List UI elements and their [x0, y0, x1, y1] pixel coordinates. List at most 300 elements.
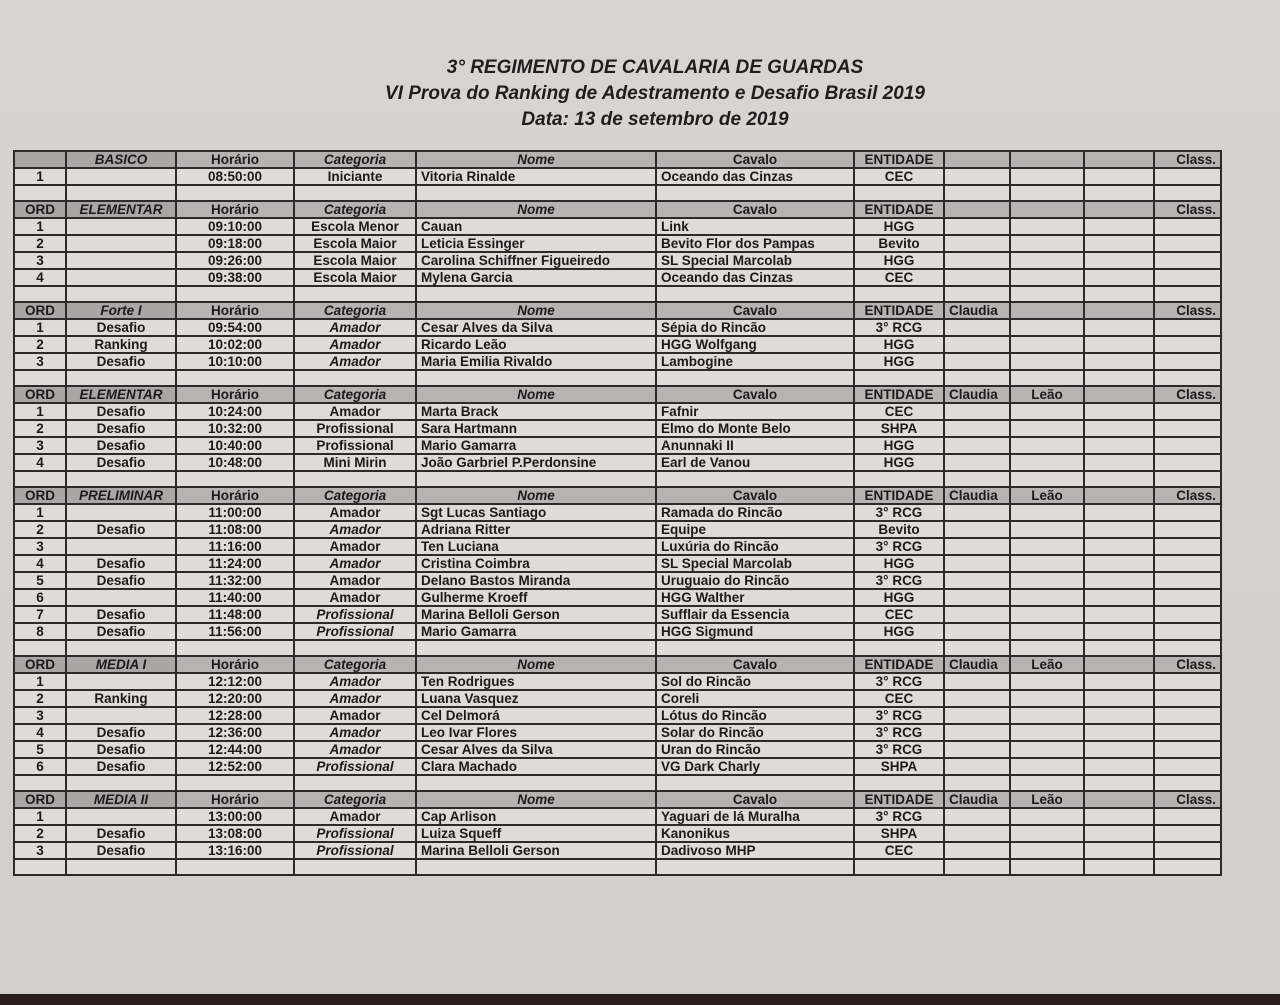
cell-class: [1154, 572, 1221, 589]
cell-score-judge-2: [1010, 218, 1084, 235]
cell-class: [1154, 420, 1221, 437]
cell-score-judge-1: [944, 623, 1010, 640]
cell-score-judge-1: [944, 420, 1010, 437]
header-entity: ENTIDADE: [854, 386, 944, 403]
cell-type: Desafio: [66, 572, 176, 589]
cell-class: [1154, 319, 1221, 336]
cell-score-judge-3: [1084, 353, 1154, 370]
empty-cell: [1084, 286, 1154, 302]
cell-class: [1154, 808, 1221, 825]
cell-time: 12:28:00: [176, 707, 294, 724]
header-horse: Cavalo: [656, 791, 854, 808]
cell-score-judge-1: [944, 218, 1010, 235]
header-category: Categoria: [294, 656, 416, 673]
cell-ord: 2: [14, 235, 66, 252]
empty-cell: [1010, 471, 1084, 487]
cell-name: Sara Hartmann: [416, 420, 656, 437]
spacer-row: [14, 640, 1221, 656]
cell-time: 09:26:00: [176, 252, 294, 269]
cell-time: 13:08:00: [176, 825, 294, 842]
cell-category: Profissional: [294, 825, 416, 842]
cell-class: [1154, 454, 1221, 471]
section-header-row: [14, 302, 1221, 319]
cell-score-judge-3: [1084, 504, 1154, 521]
header-class: Class.: [1154, 386, 1221, 403]
cell-score-judge-2: [1010, 420, 1084, 437]
cell-score-judge-3: [1084, 437, 1154, 454]
cell-score-judge-1: [944, 252, 1010, 269]
cell-score-judge-2: [1010, 319, 1084, 336]
empty-cell: [854, 859, 944, 875]
cell-type: Desafio: [66, 403, 176, 420]
cell-score-judge-1: [944, 606, 1010, 623]
cell-score-judge-1: [944, 336, 1010, 353]
cell-score-judge-1: [944, 269, 1010, 286]
cell-time: 11:48:00: [176, 606, 294, 623]
header-judge-3: [1084, 201, 1154, 218]
empty-cell: [176, 775, 294, 791]
empty-cell: [854, 370, 944, 386]
cell-type: Ranking: [66, 336, 176, 353]
empty-cell: [294, 859, 416, 875]
cell-class: [1154, 842, 1221, 859]
cell-ord: 2: [14, 690, 66, 707]
empty-cell: [176, 640, 294, 656]
cell-score-judge-3: [1084, 741, 1154, 758]
cell-class: [1154, 168, 1221, 185]
cell-type: [66, 589, 176, 606]
header-name: Nome: [416, 201, 656, 218]
cell-category: Amador: [294, 741, 416, 758]
cell-score-judge-2: [1010, 538, 1084, 555]
title-event: VI Prova do Ranking de Adestramento e Desafio Brasil 2019: [385, 83, 925, 104]
cell-score-judge-1: [944, 842, 1010, 859]
cell-entity: 3° RCG: [854, 504, 944, 521]
header-level: PRELIMINAR: [66, 487, 176, 504]
empty-cell: [176, 370, 294, 386]
spacer-row: [14, 370, 1221, 386]
header-judge-1: [944, 201, 1010, 218]
cell-type: Desafio: [66, 741, 176, 758]
table-row: [14, 758, 1221, 775]
cell-name: Delano Bastos Miranda: [416, 572, 656, 589]
empty-cell: [294, 370, 416, 386]
cell-score-judge-1: [944, 690, 1010, 707]
empty-cell: [854, 640, 944, 656]
header-ord: ORD: [14, 791, 66, 808]
cell-score-judge-1: [944, 538, 1010, 555]
cell-name: Leticia Essinger: [416, 235, 656, 252]
cell-name: Cauan: [416, 218, 656, 235]
cell-type: Desafio: [66, 555, 176, 572]
empty-cell: [14, 859, 66, 875]
cell-type: Desafio: [66, 724, 176, 741]
empty-cell: [294, 775, 416, 791]
cell-entity: SHPA: [854, 825, 944, 842]
cell-ord: 7: [14, 606, 66, 623]
table-row: [14, 808, 1221, 825]
table-row: [14, 606, 1221, 623]
cell-ord: 6: [14, 589, 66, 606]
header-horse: Cavalo: [656, 656, 854, 673]
cell-category: Amador: [294, 521, 416, 538]
cell-score-judge-2: [1010, 168, 1084, 185]
header-class: Class.: [1154, 656, 1221, 673]
empty-cell: [944, 370, 1010, 386]
cell-score-judge-1: [944, 504, 1010, 521]
cell-horse: VG Dark Charly: [656, 758, 854, 775]
header-judge-3: [1084, 151, 1154, 168]
header-ord: ORD: [14, 656, 66, 673]
cell-time: 11:56:00: [176, 623, 294, 640]
header-name: Nome: [416, 151, 656, 168]
empty-cell: [14, 185, 66, 201]
header-judge-1: Claudia: [944, 791, 1010, 808]
cell-category: Amador: [294, 555, 416, 572]
cell-entity: Bevito: [854, 235, 944, 252]
empty-cell: [1010, 859, 1084, 875]
cell-class: [1154, 336, 1221, 353]
cell-horse: HGG Wolfgang: [656, 336, 854, 353]
cell-time: 09:10:00: [176, 218, 294, 235]
cell-horse: Sol do Rincão: [656, 673, 854, 690]
empty-cell: [14, 775, 66, 791]
cell-horse: Bevito Flor dos Pampas: [656, 235, 854, 252]
empty-cell: [66, 640, 176, 656]
empty-cell: [294, 640, 416, 656]
cell-score-judge-3: [1084, 336, 1154, 353]
cell-category: Profissional: [294, 758, 416, 775]
cell-ord: 4: [14, 269, 66, 286]
cell-ord: 3: [14, 353, 66, 370]
cell-entity: CEC: [854, 403, 944, 420]
header-level: BASICO: [66, 151, 176, 168]
cell-entity: HGG: [854, 252, 944, 269]
table-row: [14, 673, 1221, 690]
cell-score-judge-1: [944, 724, 1010, 741]
cell-type: Ranking: [66, 690, 176, 707]
header-class: Class.: [1154, 487, 1221, 504]
cell-score-judge-1: [944, 235, 1010, 252]
cell-time: 10:10:00: [176, 353, 294, 370]
cell-time: 09:18:00: [176, 235, 294, 252]
cell-class: [1154, 521, 1221, 538]
cell-category: Amador: [294, 589, 416, 606]
cell-category: Amador: [294, 690, 416, 707]
header-entity: ENTIDADE: [854, 151, 944, 168]
empty-cell: [854, 471, 944, 487]
cell-name: Ten Rodrigues: [416, 673, 656, 690]
cell-time: 09:54:00: [176, 319, 294, 336]
table-row: [14, 336, 1221, 353]
cell-name: Cristina Coimbra: [416, 555, 656, 572]
cell-name: Cesar Alves da Silva: [416, 319, 656, 336]
cell-category: Amador: [294, 353, 416, 370]
cell-score-judge-3: [1084, 252, 1154, 269]
spacer-row: [14, 185, 1221, 201]
empty-cell: [1154, 859, 1221, 875]
cell-category: Mini Mirin: [294, 454, 416, 471]
section-header-row: [14, 386, 1221, 403]
cell-ord: 1: [14, 218, 66, 235]
header-ord: [14, 151, 66, 168]
cell-score-judge-1: [944, 825, 1010, 842]
cell-name: Carolina Schiffner Figueiredo: [416, 252, 656, 269]
cell-category: Amador: [294, 707, 416, 724]
cell-entity: HGG: [854, 437, 944, 454]
cell-horse: SL Special Marcolab: [656, 555, 854, 572]
cell-type: [66, 218, 176, 235]
cell-time: 11:08:00: [176, 521, 294, 538]
empty-cell: [944, 640, 1010, 656]
empty-cell: [1084, 370, 1154, 386]
header-level: MEDIA I: [66, 656, 176, 673]
table-row: [14, 825, 1221, 842]
cell-score-judge-3: [1084, 707, 1154, 724]
cell-name: Cap Arlison: [416, 808, 656, 825]
cell-score-judge-2: [1010, 808, 1084, 825]
header-horse: Cavalo: [656, 151, 854, 168]
cell-horse: Fafnir: [656, 403, 854, 420]
cell-class: [1154, 741, 1221, 758]
cell-class: [1154, 269, 1221, 286]
cell-name: Vitoria Rinalde: [416, 168, 656, 185]
cell-horse: HGG Walther: [656, 589, 854, 606]
cell-score-judge-1: [944, 437, 1010, 454]
table-row: [14, 235, 1221, 252]
header-judge-2: [1010, 201, 1084, 218]
table-row: [14, 724, 1221, 741]
cell-name: Gulherme Kroeff: [416, 589, 656, 606]
cell-ord: 3: [14, 538, 66, 555]
empty-cell: [1084, 775, 1154, 791]
cell-entity: CEC: [854, 168, 944, 185]
cell-entity: SHPA: [854, 758, 944, 775]
cell-name: João Garbriel P.Perdonsine: [416, 454, 656, 471]
section-header-row: [14, 656, 1221, 673]
cell-class: [1154, 690, 1221, 707]
cell-horse: Oceando das Cinzas: [656, 269, 854, 286]
cell-name: Luana Vasquez: [416, 690, 656, 707]
empty-cell: [854, 286, 944, 302]
header-judge-2: [1010, 302, 1084, 319]
cell-class: [1154, 403, 1221, 420]
empty-cell: [1010, 370, 1084, 386]
cell-name: Marta Brack: [416, 403, 656, 420]
empty-cell: [416, 370, 656, 386]
empty-cell: [1084, 185, 1154, 201]
cell-entity: 3° RCG: [854, 707, 944, 724]
cell-horse: Ramada do Rincão: [656, 504, 854, 521]
cell-horse: HGG Sigmund: [656, 623, 854, 640]
cell-time: 10:32:00: [176, 420, 294, 437]
cell-ord: 3: [14, 437, 66, 454]
cell-name: Luiza Squeff: [416, 825, 656, 842]
cell-score-judge-2: [1010, 403, 1084, 420]
cell-entity: CEC: [854, 842, 944, 859]
title-regiment: 3° REGIMENTO DE CAVALARIA DE GUARDAS: [446, 57, 864, 78]
cell-score-judge-1: [944, 168, 1010, 185]
cell-name: Maria Emilia Rivaldo: [416, 353, 656, 370]
cell-score-judge-2: [1010, 623, 1084, 640]
cell-type: [66, 235, 176, 252]
cell-score-judge-3: [1084, 606, 1154, 623]
header-category: Categoria: [294, 386, 416, 403]
header-judge-1: Claudia: [944, 386, 1010, 403]
empty-cell: [1084, 859, 1154, 875]
table-row: [14, 168, 1221, 185]
empty-cell: [66, 185, 176, 201]
cell-score-judge-1: [944, 741, 1010, 758]
cell-score-judge-2: [1010, 741, 1084, 758]
section-header-row: [14, 201, 1221, 218]
cell-name: Ten Luciana: [416, 538, 656, 555]
cell-score-judge-2: [1010, 437, 1084, 454]
cell-horse: SL Special Marcolab: [656, 252, 854, 269]
empty-cell: [854, 775, 944, 791]
cell-name: Sgt Lucas Santiago: [416, 504, 656, 521]
cell-class: [1154, 724, 1221, 741]
cell-name: Adriana Ritter: [416, 521, 656, 538]
cell-class: [1154, 252, 1221, 269]
empty-cell: [66, 471, 176, 487]
cell-score-judge-2: [1010, 336, 1084, 353]
header-name: Nome: [416, 791, 656, 808]
header-judge-1: Claudia: [944, 302, 1010, 319]
cell-score-judge-1: [944, 673, 1010, 690]
cell-score-judge-1: [944, 403, 1010, 420]
cell-category: Amador: [294, 808, 416, 825]
cell-name: Mylena Garcia: [416, 269, 656, 286]
section-header-row: [14, 791, 1221, 808]
cell-score-judge-1: [944, 555, 1010, 572]
cell-horse: Oceando das Cinzas: [656, 168, 854, 185]
cell-type: Desafio: [66, 319, 176, 336]
table-row: [14, 538, 1221, 555]
cell-type: [66, 168, 176, 185]
spacer-row: [14, 286, 1221, 302]
cell-name: Mario Gamarra: [416, 623, 656, 640]
cell-score-judge-1: [944, 808, 1010, 825]
cell-entity: SHPA: [854, 420, 944, 437]
spacer-row: [14, 471, 1221, 487]
cell-score-judge-3: [1084, 673, 1154, 690]
cell-score-judge-2: [1010, 235, 1084, 252]
cell-class: [1154, 218, 1221, 235]
cell-score-judge-3: [1084, 420, 1154, 437]
cell-horse: Lambogine: [656, 353, 854, 370]
cell-horse: Luxúria do Rincão: [656, 538, 854, 555]
cell-score-judge-3: [1084, 623, 1154, 640]
header-time: Horário: [176, 656, 294, 673]
cell-time: 11:32:00: [176, 572, 294, 589]
empty-cell: [14, 471, 66, 487]
cell-ord: 3: [14, 252, 66, 269]
cell-category: Profissional: [294, 437, 416, 454]
empty-cell: [294, 286, 416, 302]
cell-ord: 4: [14, 454, 66, 471]
cell-category: Profissional: [294, 606, 416, 623]
cell-score-judge-1: [944, 454, 1010, 471]
header-level: Forte I: [66, 302, 176, 319]
cell-score-judge-2: [1010, 555, 1084, 572]
cell-category: Amador: [294, 504, 416, 521]
cell-class: [1154, 538, 1221, 555]
cell-score-judge-2: [1010, 673, 1084, 690]
empty-cell: [1084, 471, 1154, 487]
cell-score-judge-3: [1084, 808, 1154, 825]
cell-type: [66, 538, 176, 555]
empty-cell: [176, 859, 294, 875]
cell-score-judge-3: [1084, 572, 1154, 589]
cell-time: 10:24:00: [176, 403, 294, 420]
cell-score-judge-3: [1084, 168, 1154, 185]
empty-cell: [1154, 286, 1221, 302]
cell-entity: HGG: [854, 555, 944, 572]
empty-cell: [1010, 640, 1084, 656]
header-time: Horário: [176, 302, 294, 319]
empty-cell: [656, 286, 854, 302]
header-entity: ENTIDADE: [854, 656, 944, 673]
cell-score-judge-3: [1084, 724, 1154, 741]
cell-category: Profissional: [294, 623, 416, 640]
cell-ord: 5: [14, 572, 66, 589]
table-row: [14, 437, 1221, 454]
cell-type: Desafio: [66, 758, 176, 775]
cell-entity: 3° RCG: [854, 724, 944, 741]
cell-ord: 1: [14, 673, 66, 690]
table-row: [14, 252, 1221, 269]
empty-cell: [66, 370, 176, 386]
cell-score-judge-1: [944, 572, 1010, 589]
cell-time: 08:50:00: [176, 168, 294, 185]
cell-time: 09:38:00: [176, 269, 294, 286]
cell-score-judge-3: [1084, 690, 1154, 707]
header-judge-1: [944, 151, 1010, 168]
header-judge-3: [1084, 386, 1154, 403]
empty-cell: [14, 370, 66, 386]
header-class: Class.: [1154, 302, 1221, 319]
header-time: Horário: [176, 791, 294, 808]
cell-type: Desafio: [66, 454, 176, 471]
header-ord: ORD: [14, 487, 66, 504]
header-ord: ORD: [14, 201, 66, 218]
cell-category: Iniciante: [294, 168, 416, 185]
empty-cell: [1010, 185, 1084, 201]
cell-entity: Bevito: [854, 521, 944, 538]
cell-name: Leo Ivar Flores: [416, 724, 656, 741]
table-row: [14, 218, 1221, 235]
header-judge-3: [1084, 656, 1154, 673]
empty-cell: [294, 471, 416, 487]
cell-horse: Kanonikus: [656, 825, 854, 842]
cell-time: 10:40:00: [176, 437, 294, 454]
cell-score-judge-3: [1084, 589, 1154, 606]
header-judge-3: [1084, 302, 1154, 319]
cell-time: 11:40:00: [176, 589, 294, 606]
empty-cell: [656, 859, 854, 875]
empty-cell: [1154, 471, 1221, 487]
cell-ord: 2: [14, 825, 66, 842]
cell-class: [1154, 673, 1221, 690]
cell-ord: 1: [14, 504, 66, 521]
header-judge-3: [1084, 487, 1154, 504]
empty-cell: [1154, 775, 1221, 791]
header-class: Class.: [1154, 151, 1221, 168]
cell-score-judge-1: [944, 589, 1010, 606]
cell-score-judge-3: [1084, 319, 1154, 336]
cell-score-judge-2: [1010, 606, 1084, 623]
